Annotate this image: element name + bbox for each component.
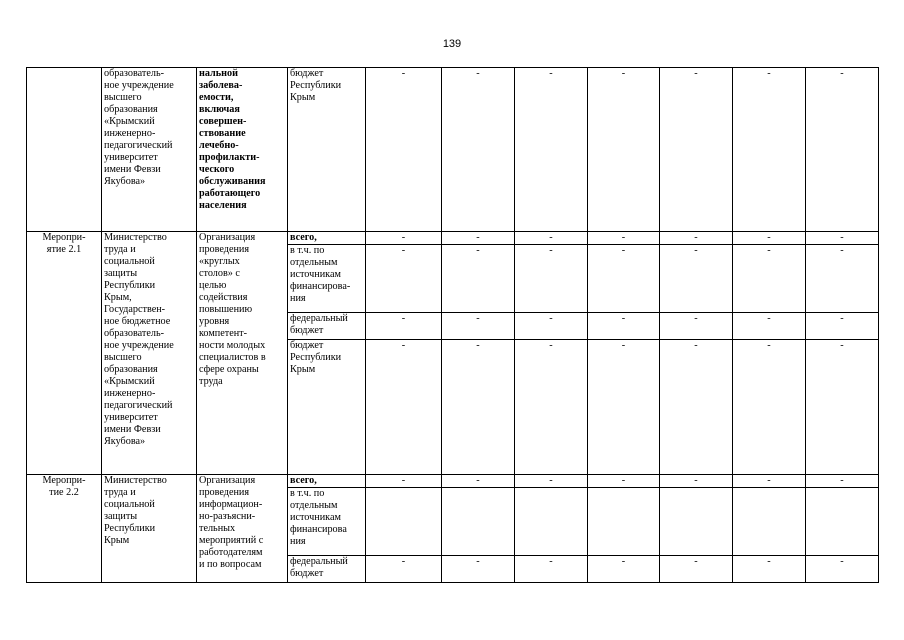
executor-cell: Министерство труда и социальной защиты Республики Крым — [102, 475, 197, 583]
value-cell: - — [660, 313, 733, 340]
value-cell: - — [515, 313, 588, 340]
executor-cell: образователь- ное учреждение высшего образования «Крымский инженерно- педагогический университет имени Февзи Якубова» — [102, 68, 197, 232]
value-cell: - — [515, 232, 588, 245]
value-cell: - — [515, 475, 588, 488]
value-cell: - — [366, 68, 442, 232]
value-cell: - — [442, 68, 515, 232]
value-cell — [733, 556, 806, 583]
funding-source-cell: всего, — [288, 475, 366, 488]
value-cell: - — [660, 340, 733, 475]
activity-cell: Организация проведения информацион- но-разъясни- тельных мероприятий с работодателям и по вопросам — [197, 475, 288, 583]
value-mark: - — [767, 556, 771, 567]
measure-cell: Меропри- тие 2.2 — [27, 475, 102, 583]
activity-cell: нальной заболева- емости, включая совершен- ствование лечебно- профилакти- ческого обслуживания работающего населения — [197, 68, 288, 232]
value-cell — [442, 488, 515, 556]
table-row — [27, 475, 879, 488]
measure-cell: Меропри- ятие 2.1 — [27, 232, 102, 475]
funding-source-cell: федеральный бюджет — [288, 556, 366, 583]
value-cell: - — [806, 68, 879, 232]
funding-source-cell: всего, — [288, 232, 366, 245]
value-mark: - — [767, 313, 771, 324]
value-cell — [733, 488, 806, 556]
executor-cell: Министерство труда и социальной защиты Республики Крым, Государствен- ное бюджетное образователь- ное учреждение высшего образования «Крымский инженерно- педагогический университет имени Февзи Якубова» — [102, 232, 197, 475]
value-cell: - — [660, 68, 733, 232]
value-cell — [806, 488, 879, 556]
value-cell — [588, 488, 660, 556]
value-cell: - — [806, 475, 879, 488]
value-cell: - — [442, 475, 515, 488]
value-cell: - — [733, 232, 806, 245]
funding-source-cell: в т.ч. по отдельным источникам финансирова ния — [288, 488, 366, 556]
value-cell: - — [442, 245, 515, 313]
measure-cell — [27, 68, 102, 232]
value-cell: - — [442, 232, 515, 245]
value-cell: - — [442, 556, 515, 583]
value-cell: - — [366, 245, 442, 313]
value-cell: - — [588, 313, 660, 340]
value-cell: - — [806, 340, 879, 475]
value-cell: - — [660, 556, 733, 583]
value-cell — [515, 488, 588, 556]
table-row — [27, 232, 879, 245]
value-cell: - — [442, 340, 515, 475]
value-cell — [366, 488, 442, 556]
value-cell — [733, 68, 806, 232]
value-cell: - — [660, 475, 733, 488]
value-cell: - — [515, 68, 588, 232]
value-cell: - — [660, 245, 733, 313]
value-mark: - — [767, 68, 771, 79]
value-cell: - — [733, 475, 806, 488]
value-cell: - — [366, 475, 442, 488]
funding-source-cell: бюджет Республики Крым — [288, 68, 366, 232]
value-cell: - — [588, 475, 660, 488]
value-cell: - — [806, 313, 879, 340]
value-cell: - — [588, 232, 660, 245]
value-cell: - — [442, 313, 515, 340]
value-cell: - — [660, 232, 733, 245]
page-number: 139 — [442, 38, 462, 50]
funding-source-cell: в т.ч. по отдельным источникам финансирова- ния — [288, 245, 366, 313]
value-cell: - — [366, 313, 442, 340]
value-cell — [733, 313, 806, 340]
value-cell: - — [588, 68, 660, 232]
value-cell: - — [588, 340, 660, 475]
value-cell: - — [806, 245, 879, 313]
activity-cell: Организация проведения «круглых столов» с целью содействия повышению уровня компетент- ности молодых специалистов в сфере охраны труда — [197, 232, 288, 475]
program-table — [26, 67, 879, 583]
value-cell — [660, 488, 733, 556]
value-cell: - — [806, 232, 879, 245]
value-cell: - — [366, 556, 442, 583]
value-cell — [733, 245, 806, 313]
value-cell: - — [588, 556, 660, 583]
value-cell: - — [366, 232, 442, 245]
value-cell: - — [588, 245, 660, 313]
value-mark: - — [767, 340, 771, 351]
value-cell: - — [515, 340, 588, 475]
value-mark: - — [767, 245, 771, 256]
funding-source-cell: бюджет Республики Крым — [288, 340, 366, 475]
value-cell: - — [515, 245, 588, 313]
value-cell: - — [515, 556, 588, 583]
funding-source-cell: федеральный бюджет — [288, 313, 366, 340]
value-cell: - — [806, 556, 879, 583]
table-row — [27, 68, 879, 232]
value-cell: - — [366, 340, 442, 475]
value-cell — [733, 340, 806, 475]
